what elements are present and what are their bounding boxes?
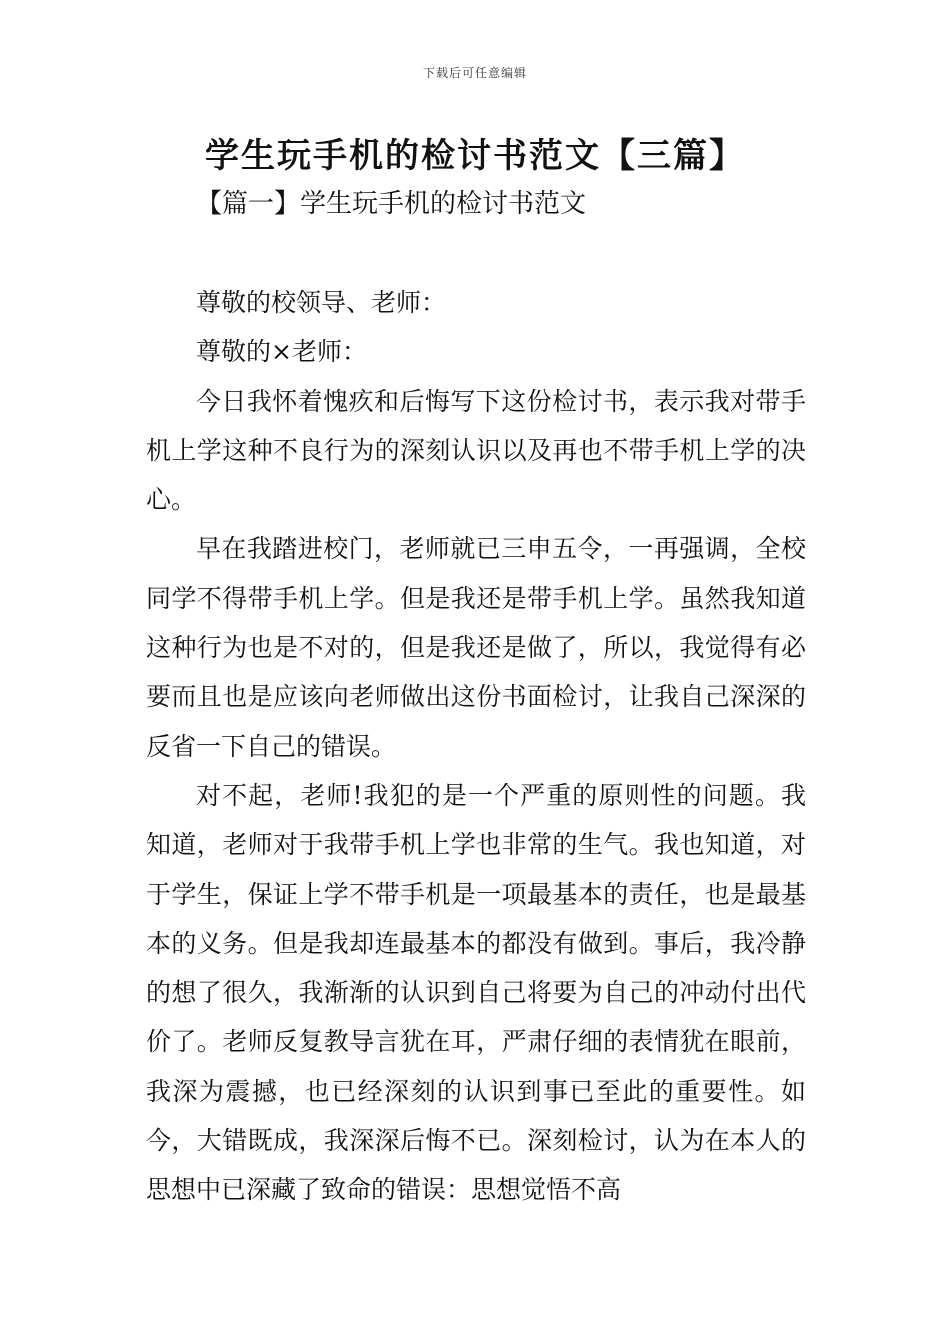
header-note: 下载后可任意编辑 <box>422 66 527 80</box>
body-paragraph: 对不起，老师!我犯的是一个严重的原则性的问题。我知道，老师对于我带手机上学也非常的生气。我也知道，对于学生，保证上学不带手机是一项最基本的责任，也是最基本的义务。但是我却连最基本的都没有做到。事后，我冷静的想了很久，我渐渐的认识到自己将要为自己的冲动付出代价了。老师反复教导言犹在耳，严肃仔细的表情犹在眼前，我深为震撼，也已经深刻的认识到事已至此的重要性。如今，大错既成，我深深后悔不已。深刻检讨，认为在本人的思想中已深藏了致命的错误：思想觉悟不高 <box>146 780 806 1205</box>
document-body <box>146 278 806 1215</box>
document-title: 学生玩手机的检讨书范文【三篇】 <box>205 136 745 176</box>
section-heading: 【篇一】学生玩手机的检讨书范文 <box>196 189 587 219</box>
body-paragraph: 今日我怀着愧疚和后悔写下这份检讨书，表示我对带手机上学这种不良行为的深刻认识以及再也不带手机上学的决心。 <box>146 386 806 515</box>
salutation-teacher: 尊敬的×老师： <box>196 337 367 367</box>
body-paragraph: 早在我踏进校门，老师就已三申五令，一再强调，全校同学不得带手机上学。但是我还是带手机上学。虽然我知道这种行为也是不对的，但是我还是做了，所以，我觉得有必要而且也是应该向老师做出这份书面检讨，让我自己深深的反省一下自己的错误。 <box>146 534 806 761</box>
salutation-school: 尊敬的校领导、老师： <box>196 288 447 317</box>
